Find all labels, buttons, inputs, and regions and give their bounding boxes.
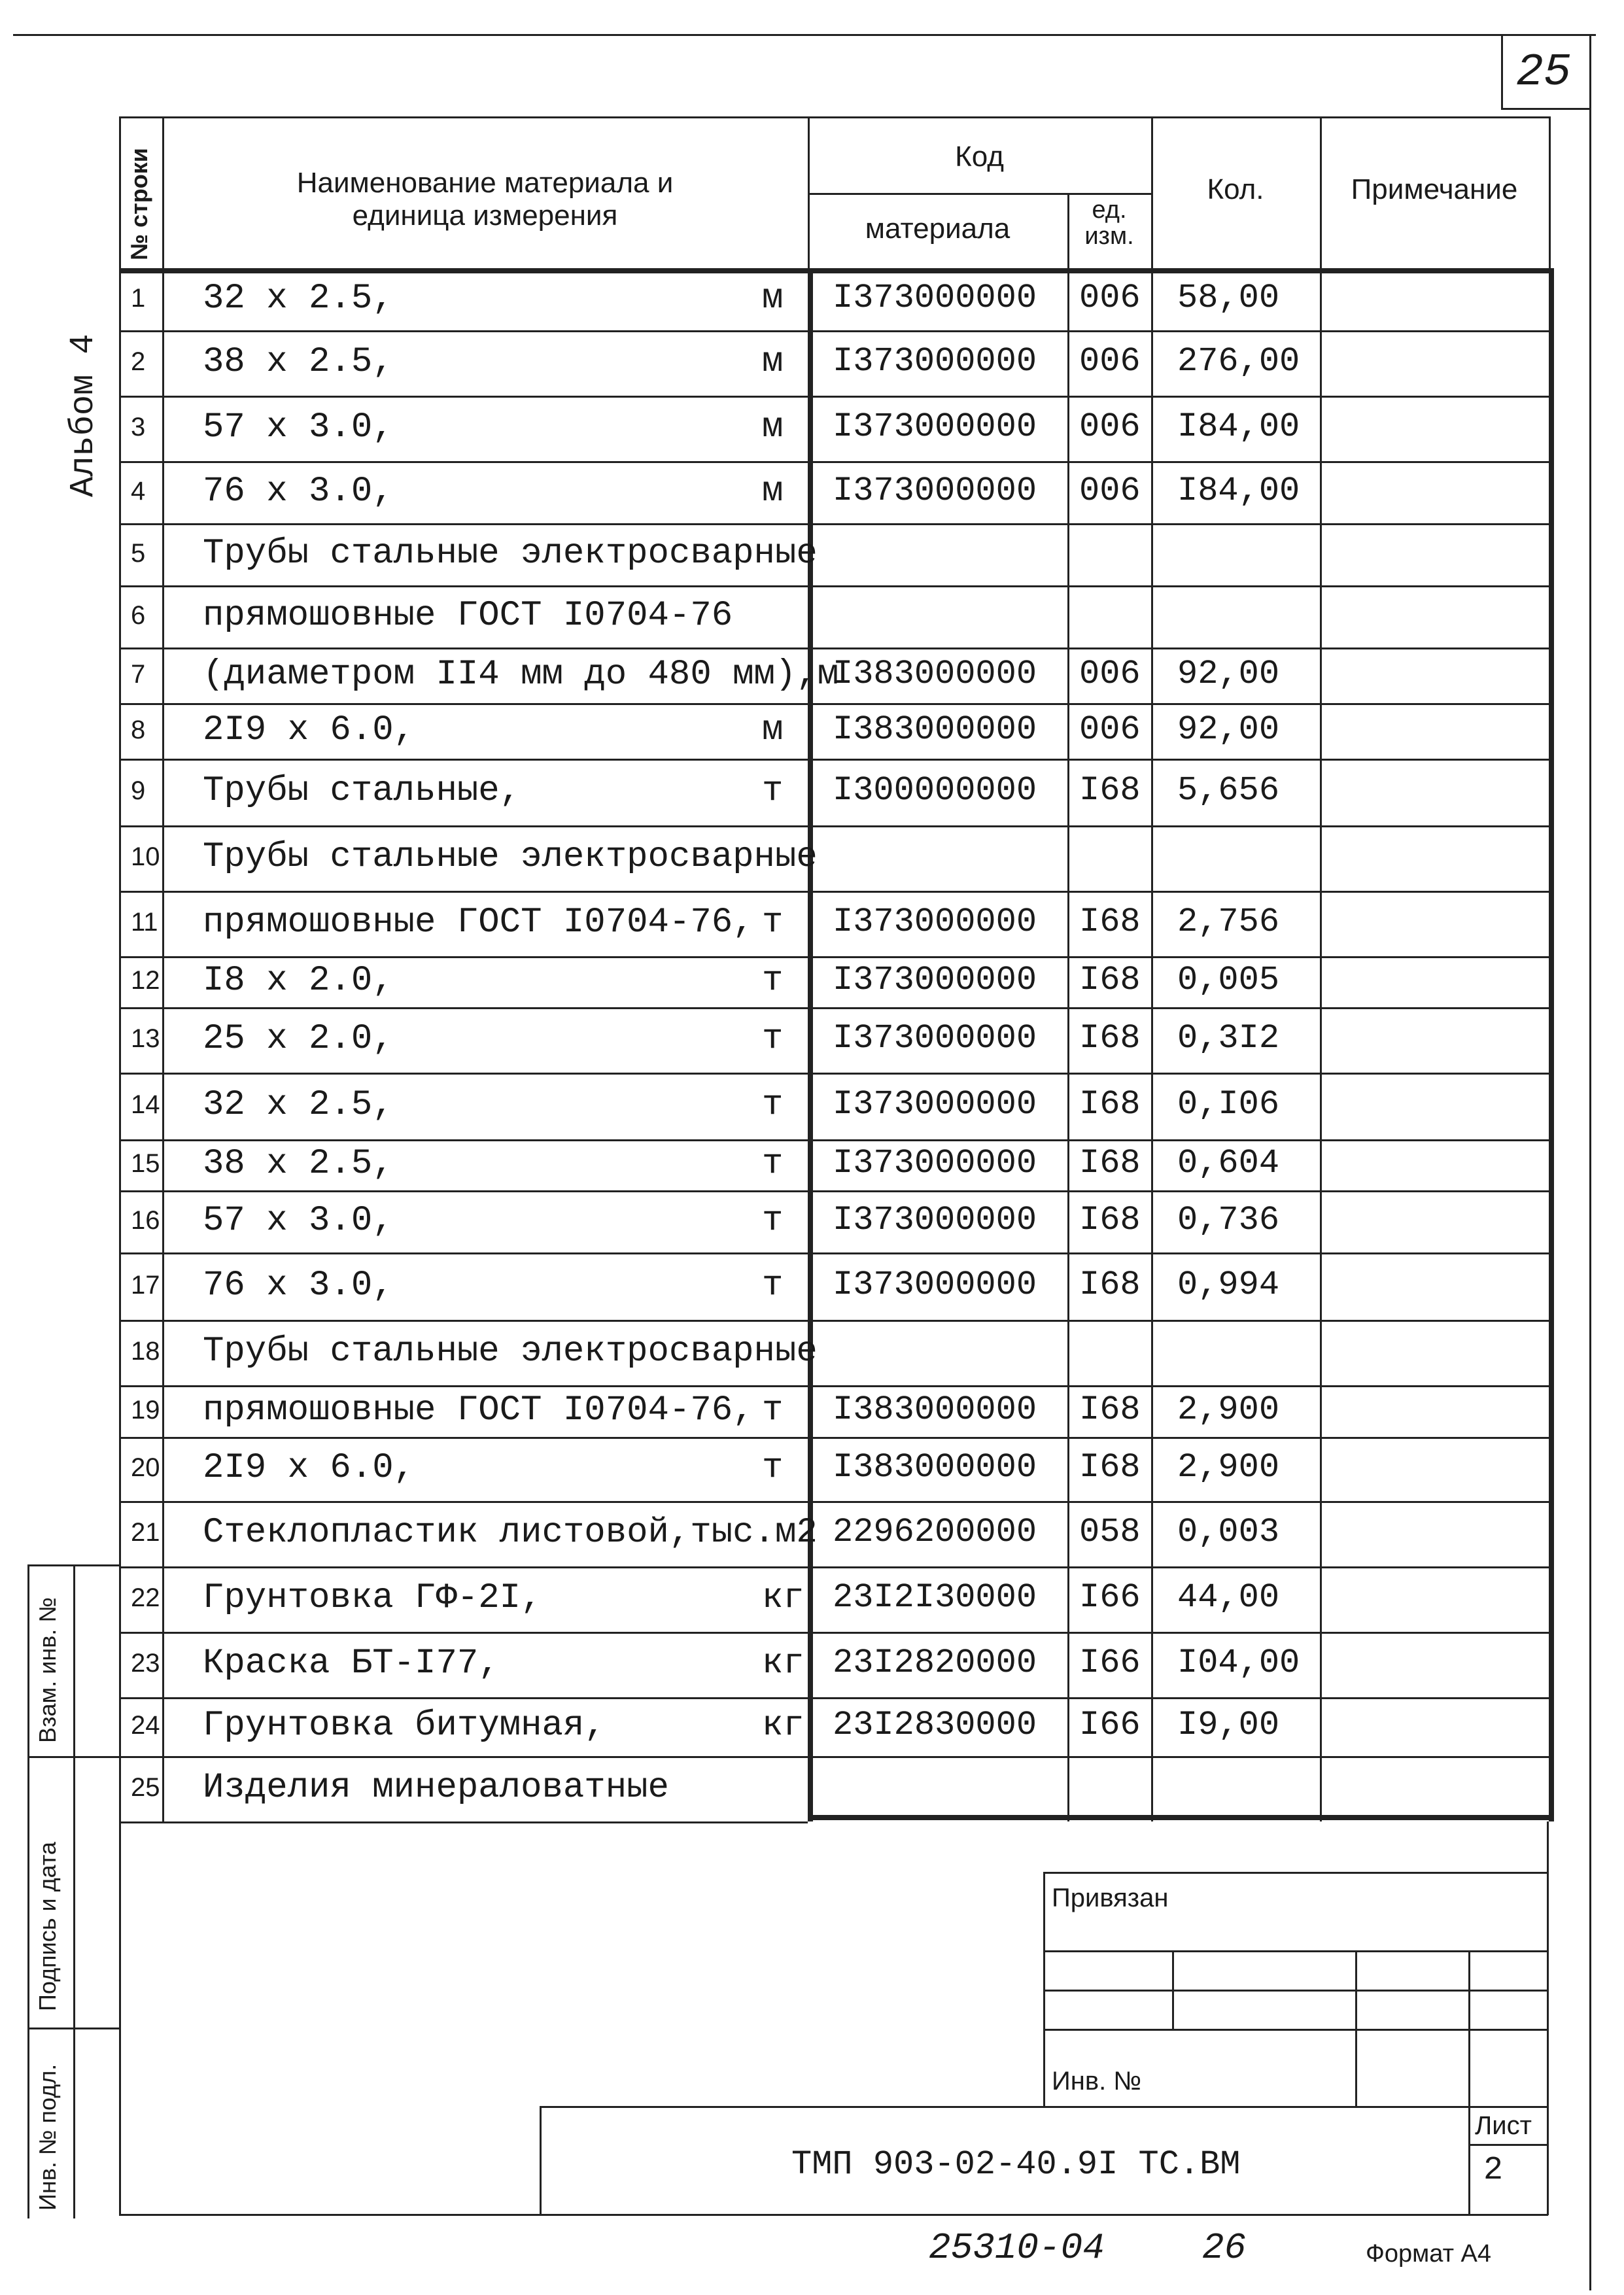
row-material-code: I373000000 <box>833 342 1037 381</box>
row-material-name: I8 х 2.0, <box>203 961 394 1001</box>
row-material-name: Краска БТ-I77, <box>203 1644 500 1683</box>
row-unit-code: 006 <box>1079 407 1141 446</box>
row-number: 8 <box>131 715 146 744</box>
row-material-code: I373000000 <box>833 1019 1037 1058</box>
row-unit-code: I68 <box>1079 771 1141 810</box>
row-unit: т <box>762 1390 784 1430</box>
linked-block-top <box>1043 1872 1548 1874</box>
row-quantity: 0,604 <box>1177 1144 1280 1182</box>
sign-date-label: Подпись и дата <box>34 1842 61 2011</box>
row-line-2 <box>119 330 1549 332</box>
format-label: Формат А4 <box>1366 2240 1492 2268</box>
row-material-name: (диаметром II4 мм до 480 мм),м <box>203 654 839 695</box>
row-material-name: 32 х 2.5, <box>203 278 394 319</box>
row-material-name: Изделия минераловатные <box>203 1768 669 1808</box>
row-number: 15 <box>131 1149 160 1178</box>
row-unit: кг <box>762 1644 804 1683</box>
row-material-name: 76 х 3.0, <box>203 1265 394 1305</box>
row-unit: кг <box>762 1578 804 1618</box>
row-quantity: 0,I06 <box>1177 1085 1280 1124</box>
row-unit-code: I66 <box>1079 1578 1141 1617</box>
row-unit: т <box>762 903 784 942</box>
row-material-name: Трубы стальные электросварные <box>203 1332 818 1372</box>
table-left-line <box>119 116 121 1821</box>
linked-col-line-1 <box>1172 1950 1174 2029</box>
row-unit-code: 058 <box>1079 1513 1141 1551</box>
linked-col-line-3 <box>1468 1950 1470 2107</box>
row-material-code: I373000000 <box>833 278 1037 317</box>
qty-col-line <box>1151 268 1153 1821</box>
row-unit-code: 006 <box>1079 342 1141 381</box>
rowno-col-line <box>162 116 164 1821</box>
row-line-15 <box>119 1139 1549 1141</box>
row-number: 22 <box>131 1583 160 1612</box>
row-number: 13 <box>131 1024 160 1053</box>
row-number: 6 <box>131 600 146 630</box>
row-material-code: 23I2830000 <box>833 1706 1037 1744</box>
row-unit-code: 006 <box>1079 278 1141 317</box>
row-number: 10 <box>131 842 160 871</box>
row-unit-code: I68 <box>1079 1085 1141 1124</box>
row-line-10 <box>119 825 1549 827</box>
row-material-code: 2296200000 <box>833 1513 1037 1551</box>
row-material-name: Стеклопластик листовой,тыс.м2 <box>203 1513 818 1553</box>
header-material-name-line2: единица измерения <box>352 199 618 232</box>
body-bottom-thick-line <box>808 1815 1549 1820</box>
sheet-block-divider <box>1468 2144 1548 2146</box>
row-unit: м <box>762 710 784 750</box>
row-material-name: 32 х 2.5, <box>203 1085 394 1125</box>
table-right-thick-line <box>1549 268 1554 1821</box>
sheet-label: Лист <box>1475 2111 1532 2140</box>
row-unit: м <box>762 471 784 511</box>
title-block-right-line <box>1547 1821 1549 2215</box>
row-material-code: I373000000 <box>833 1265 1037 1304</box>
row-material-code: I373000000 <box>833 961 1037 999</box>
row-quantity: I04,00 <box>1177 1644 1300 1682</box>
side-stamp-left-line <box>27 1564 29 2218</box>
row-line-11 <box>119 891 1549 893</box>
row-unit-code: I66 <box>1079 1644 1141 1682</box>
row-unit: т <box>762 1200 784 1241</box>
row-unit: т <box>762 1019 784 1059</box>
right-border-line <box>1589 34 1591 2290</box>
unit-col-line <box>1067 268 1069 1821</box>
row-unit-code: I68 <box>1079 961 1141 999</box>
row-material-code: I373000000 <box>833 1144 1037 1182</box>
page-number-box-left <box>1501 34 1503 109</box>
row-material-code: I373000000 <box>833 903 1037 941</box>
row-material-code: I383000000 <box>833 654 1037 693</box>
row-material-name: Грунтовка битумная, <box>203 1706 606 1746</box>
row-line-13 <box>119 1007 1549 1009</box>
row-unit-code: I68 <box>1079 1019 1141 1058</box>
row-material-name: Трубы стальные электросварные <box>203 533 818 574</box>
row-line-18 <box>119 1320 1549 1322</box>
side-stamp-top-line <box>27 1564 119 1566</box>
header-code-material: материала <box>865 213 1011 245</box>
row-number: 19 <box>131 1395 160 1424</box>
handwritten-page-number: 26 <box>1202 2227 1247 2269</box>
row-unit: м <box>762 278 784 319</box>
row-unit: т <box>762 961 784 1001</box>
row-number: 3 <box>131 413 146 441</box>
row-number: 11 <box>131 908 158 937</box>
row-line-14 <box>119 1073 1549 1075</box>
row-number: 4 <box>131 476 146 506</box>
row-material-code: I300000000 <box>833 771 1037 810</box>
row-material-code: I373000000 <box>833 1085 1037 1124</box>
note-col-line <box>1320 268 1322 1821</box>
row-number: 21 <box>131 1518 160 1547</box>
row-material-code: I373000000 <box>833 407 1037 446</box>
row-unit: т <box>762 1265 784 1305</box>
row-material-name: прямошовные ГОСТ I0704-76, <box>203 903 754 942</box>
row-quantity: 0,3I2 <box>1177 1019 1280 1058</box>
row-unit-code: I68 <box>1079 1390 1141 1429</box>
header-row-no: № строки <box>126 148 152 260</box>
row-quantity: 0,994 <box>1177 1265 1280 1304</box>
row-line-12 <box>119 956 1549 958</box>
row-quantity: 2,900 <box>1177 1448 1280 1487</box>
album-label: Альбом 4 <box>64 334 103 497</box>
row-material-name: 38 х 2.5, <box>203 1144 394 1184</box>
inv-orig-label: Инв. № подл. <box>34 2063 61 2211</box>
row-line-23 <box>119 1632 1549 1634</box>
row-number: 14 <box>131 1090 160 1119</box>
row-quantity: 92,00 <box>1177 654 1280 693</box>
row-number: 2 <box>131 347 146 376</box>
row-line-19 <box>119 1385 1549 1387</box>
row-number: 16 <box>131 1205 160 1235</box>
row-line-25 <box>119 1756 1549 1758</box>
top-border-line <box>13 34 1596 36</box>
row-quantity: 276,00 <box>1177 342 1300 381</box>
side-stamp-div2 <box>27 2028 119 2029</box>
body-top-thick-line <box>119 268 1549 273</box>
row-material-name: 38 х 2.5, <box>203 342 394 382</box>
row-line-16 <box>119 1190 1549 1192</box>
row-material-name: 76 х 3.0, <box>203 471 394 511</box>
row-line-3 <box>119 396 1549 398</box>
inv-no-label: Инв. № <box>1052 2067 1142 2096</box>
header-material-name-line1: Наименование материала и <box>296 167 674 199</box>
row-material-code: 23I2I30000 <box>833 1578 1037 1617</box>
title-block-left-line <box>119 1821 121 2215</box>
row-number: 5 <box>131 538 146 568</box>
row-line-20 <box>119 1437 1549 1439</box>
linked-row-line-1 <box>1043 1950 1548 1952</box>
row-line-6 <box>119 585 1549 587</box>
row-unit: м <box>762 407 784 447</box>
row-unit-code: I66 <box>1079 1706 1141 1744</box>
table-right-header <box>1549 116 1551 268</box>
row-line-9 <box>119 759 1549 761</box>
side-stamp-div1 <box>27 1756 119 1758</box>
row-number: 1 <box>131 283 146 313</box>
row-quantity: I9,00 <box>1177 1706 1280 1744</box>
handwritten-doc-number: 25310-04 <box>929 2227 1105 2269</box>
row-number: 25 <box>131 1773 160 1802</box>
row-material-name: 2I9 х 6.0, <box>203 710 415 750</box>
row-material-code: I373000000 <box>833 1200 1037 1239</box>
row-material-name: 25 х 2.0, <box>203 1019 394 1059</box>
row-unit: т <box>762 1448 784 1488</box>
header-code: Код <box>955 141 1004 173</box>
header-code-unit-line2: изм. <box>1084 222 1134 250</box>
linked-row-line-3 <box>1043 2029 1548 2031</box>
body-bottom-left-line <box>119 1821 808 1823</box>
row-quantity: 0,003 <box>1177 1513 1280 1551</box>
code-subheader-line <box>808 193 1151 195</box>
row-line-8 <box>119 703 1549 705</box>
row-material-code: I373000000 <box>833 471 1037 510</box>
row-unit: т <box>762 771 784 811</box>
row-material-name: 57 х 3.0, <box>203 407 394 447</box>
row-material-name: Трубы стальные электросварные <box>203 837 818 877</box>
row-unit: кг <box>762 1706 804 1746</box>
code-col-thick-line <box>808 268 813 1821</box>
doc-code-block-top <box>540 2106 1548 2108</box>
row-material-name: прямошовные ГОСТ I0704-76 <box>203 595 733 636</box>
row-quantity: 2,756 <box>1177 903 1280 941</box>
row-unit-code: I68 <box>1079 1144 1141 1182</box>
row-material-code: I383000000 <box>833 710 1037 749</box>
replace-inv-label: Взам. инв. № <box>34 1596 61 1743</box>
row-quantity: 58,00 <box>1177 278 1280 317</box>
row-number: 20 <box>131 1453 160 1482</box>
row-material-code: I383000000 <box>833 1448 1037 1487</box>
row-quantity: 0,736 <box>1177 1200 1280 1239</box>
doc-code-block-left <box>540 2106 542 2215</box>
row-material-name: 2I9 х 6.0, <box>203 1448 415 1488</box>
linked-row-line-2 <box>1043 1990 1548 1992</box>
row-unit: т <box>762 1085 784 1125</box>
row-unit-code: I68 <box>1079 903 1141 941</box>
row-material-name: 57 х 3.0, <box>203 1200 394 1241</box>
row-number: 24 <box>131 1711 160 1740</box>
row-number: 23 <box>131 1649 160 1678</box>
row-material-name: Трубы стальные, <box>203 771 521 811</box>
page-number-box-bottom <box>1501 108 1591 110</box>
doc-code: ТМП 903-02-40.9I ТС.ВМ <box>791 2145 1241 2184</box>
row-number: 7 <box>131 659 146 689</box>
sheet-block-left <box>1468 2106 1470 2215</box>
row-quantity: 5,656 <box>1177 771 1280 810</box>
row-quantity: 0,005 <box>1177 961 1280 999</box>
row-line-21 <box>119 1501 1549 1503</box>
row-unit: м <box>762 342 784 382</box>
row-material-name: Грунтовка ГФ-2I, <box>203 1578 542 1618</box>
row-quantity: 92,00 <box>1177 710 1280 749</box>
header-code-unit-line1: ед. <box>1092 196 1127 224</box>
row-line-24 <box>119 1697 1549 1699</box>
row-number: 17 <box>131 1270 160 1300</box>
row-unit-code: 006 <box>1079 654 1141 693</box>
row-quantity: I84,00 <box>1177 471 1300 510</box>
code-col-left-header <box>808 116 810 268</box>
row-material-code: I383000000 <box>833 1390 1037 1429</box>
row-line-5 <box>119 523 1549 525</box>
row-unit-code: I68 <box>1079 1200 1141 1239</box>
sheet-number: 2 <box>1483 2152 1504 2189</box>
title-block-bottom-line <box>119 2214 1548 2216</box>
row-unit-code: I68 <box>1079 1265 1141 1304</box>
header-qty: Кол. <box>1207 173 1264 205</box>
row-quantity: 44,00 <box>1177 1578 1280 1617</box>
row-quantity: I84,00 <box>1177 407 1300 446</box>
row-unit-code: I68 <box>1079 1448 1141 1487</box>
row-unit-code: 006 <box>1079 710 1141 749</box>
row-line-22 <box>119 1566 1549 1568</box>
row-number: 18 <box>131 1337 160 1366</box>
linked-col-line-2 <box>1355 1950 1357 2107</box>
row-material-code: 23I2820000 <box>833 1644 1037 1682</box>
header-note: Примечание <box>1351 173 1518 205</box>
linked-label: Привязан <box>1052 1884 1169 1912</box>
row-number: 9 <box>131 776 146 805</box>
row-quantity: 2,900 <box>1177 1390 1280 1429</box>
row-line-4 <box>119 461 1549 463</box>
row-unit-code: 006 <box>1079 471 1141 510</box>
row-line-7 <box>119 647 1549 649</box>
row-number: 12 <box>131 966 160 995</box>
row-line-17 <box>119 1252 1549 1254</box>
page-number: 25 <box>1516 47 1572 99</box>
row-material-name: прямошовные ГОСТ I0704-76, <box>203 1390 754 1430</box>
side-stamp-mid-line <box>73 1564 75 2218</box>
header-top-line <box>119 116 1549 118</box>
row-unit: т <box>762 1144 784 1184</box>
